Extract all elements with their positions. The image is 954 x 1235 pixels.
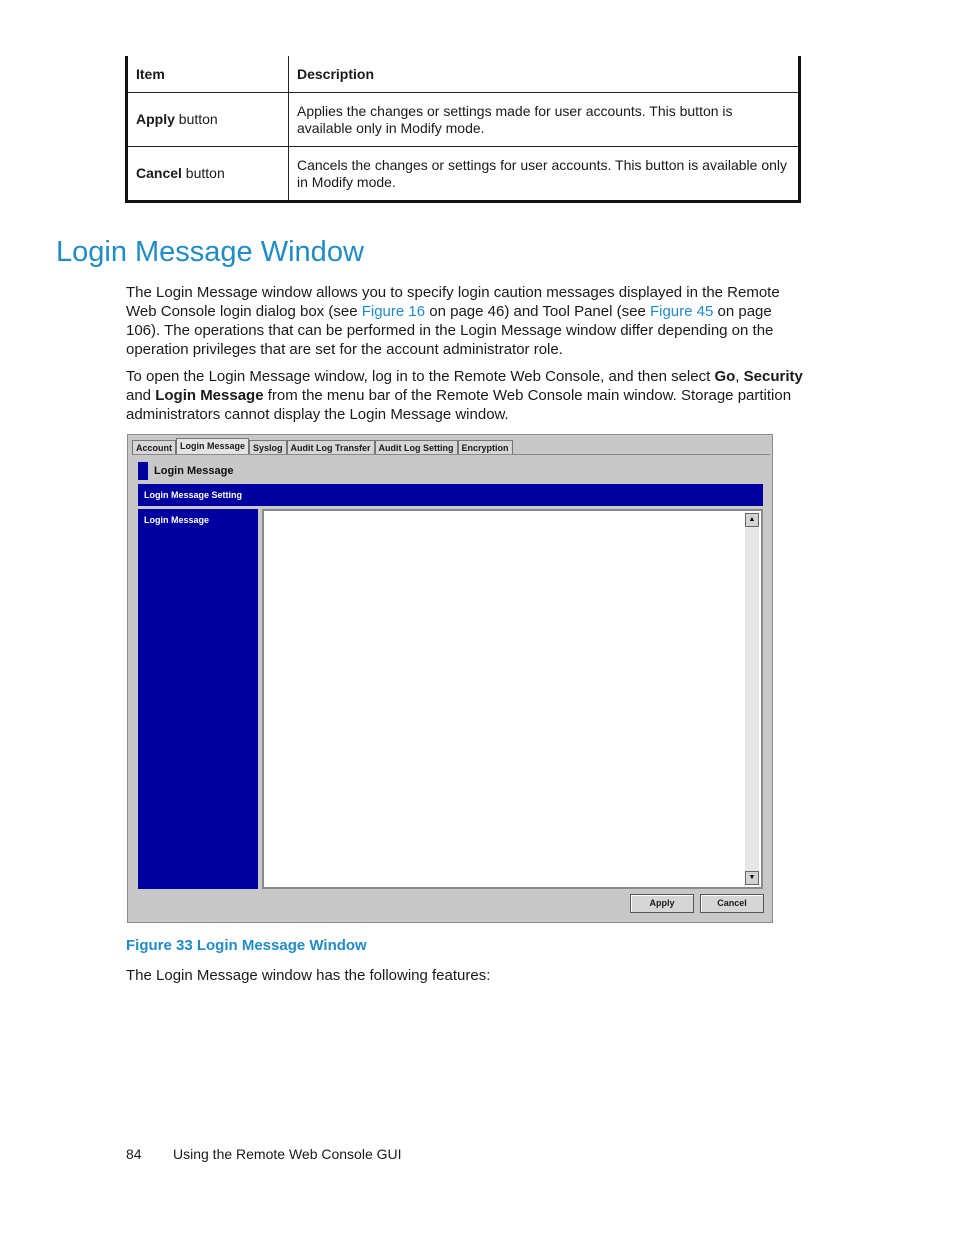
tab-account[interactable]: Account [132,440,176,455]
intro-paragraph [126,283,806,359]
section-title: Login Message Window [56,236,364,268]
tab-syslog[interactable]: Syslog [249,440,287,455]
row-item [127,147,289,202]
login-message-textarea[interactable] [262,509,763,889]
page-number: 84 [126,1146,142,1162]
row-item [127,93,289,147]
menu-go: Go [714,368,736,385]
text: on page 106). The operations that can be performed in the Login Message window differ depending on the operation privileges that are set for the account administrator role. [126,303,774,358]
tab-panel [133,454,770,921]
item-name: Cancel [136,165,182,181]
apply-button[interactable]: Apply [630,894,694,913]
menu-login-message: Login Message [155,387,264,404]
item-name: Apply [136,111,175,127]
items-table [125,56,801,203]
tab-encryption[interactable]: Encryption [458,440,513,455]
figure-link[interactable]: Figure 45 [649,303,714,320]
table-row [127,93,800,147]
row-description: Applies the changes or settings made for user accounts. This button is available only in Modify mode. [289,93,800,147]
row-description: Cancels the changes or settings for user accounts. This button is available only in Modify mode. [289,147,800,202]
text: , [735,368,744,385]
text: and [126,387,156,404]
table-row [127,147,800,202]
open-instructions-paragraph [126,367,806,424]
tab-audit-log-transfer[interactable]: Audit Log Transfer [287,440,375,455]
item-suffix: button [181,165,225,181]
figure-link[interactable]: Figure 16 [361,303,426,320]
figure-caption: Figure 33 Login Message Window [126,937,367,954]
scroll-down-icon[interactable]: ▼ [745,871,759,885]
header-description: Description [289,56,800,93]
text: To open the Login Message window, log in to the Remote Web Console, and then select [126,368,715,385]
table-header-row [127,56,800,93]
item-suffix: button [174,111,218,127]
text: from the menu bar of the Remote Web Console main window. Storage partition administrators cannot display the Login Message window. [126,387,792,423]
features-intro: The Login Message window has the following features: [126,967,491,984]
sidebar-label [138,509,258,889]
login-message-screenshot [127,434,773,923]
tab-login-message[interactable]: Login Message [176,438,249,455]
tab-audit-log-setting[interactable]: Audit Log Setting [375,440,458,455]
sidebar-label-text: Login Message [144,515,210,525]
vertical-scrollbar[interactable] [745,513,759,885]
menu-security: Security [743,368,803,385]
text: on page 46) and Tool Panel (see [425,303,650,320]
tab-bar [132,438,513,454]
setting-bar: Login Message Setting [138,484,763,506]
scroll-up-icon[interactable]: ▲ [745,513,759,527]
header-marker-icon [138,462,148,480]
footer-title: Using the Remote Web Console GUI [173,1146,402,1162]
text: The Login Message window allows you to specify login caution messages displayed in the Remote Web Console login dialog box (see [126,284,780,320]
panel-title: Login Message [154,465,234,477]
cancel-button[interactable]: Cancel [700,894,764,913]
header-item: Item [127,56,289,93]
